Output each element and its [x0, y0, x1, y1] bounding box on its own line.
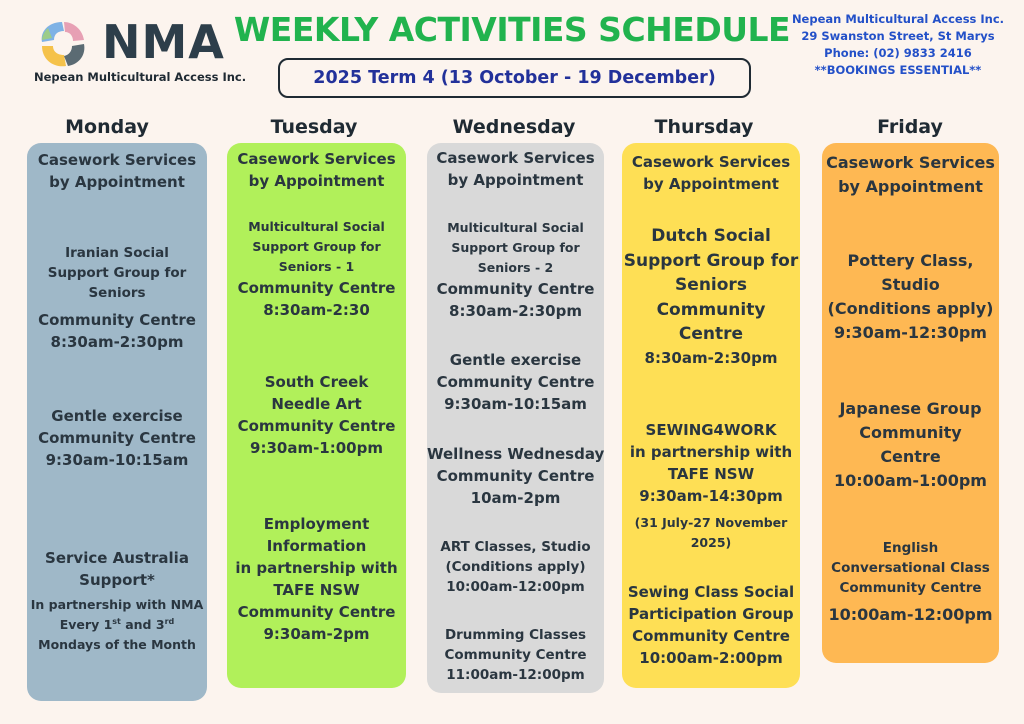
day-heading-tuesday: Tuesday [270, 116, 358, 138]
thursday-casework: Casework Services by Appointment [631, 153, 791, 193]
monday-service-details: In partnership with NMA Every 1st and 3rd Mondays of the Month [30, 597, 204, 652]
tuesday-casework: Casework Services by Appointment [237, 150, 396, 190]
day-heading-thursday: Thursday [654, 116, 754, 138]
thursday-dutch-time: 8:30am-2:30pm [644, 349, 778, 367]
contact-bookings: **BOOKINGS ESSENTIAL** [814, 63, 982, 77]
day-heading-friday: Friday [877, 116, 943, 138]
wednesday-wellness: Wellness Wednesday Community Centre 10am-2pm [427, 445, 605, 507]
friday-japanese: Japanese Group Community Centre 10:00am-1:00pm [834, 399, 987, 490]
friday-casework: Casework Services by Appointment [826, 153, 995, 196]
monday-column [27, 143, 207, 701]
wednesday-gentle-exercise: Gentle exercise Community Centre 9:30am-10:15am [436, 351, 595, 413]
tuesday-employment-info: Employment Information in partnership with TAFE NSW Community Centre 9:30am-2pm [235, 515, 398, 643]
tuesday-multicultural-venue: Community Centre 8:30am-2:30 [237, 279, 396, 319]
wednesday-column [427, 143, 604, 693]
wednesday-casework: Casework Services by Appointment [436, 149, 595, 189]
wednesday-art-classes: ART Classes, Studio (Conditions apply) 10:00am-12:00pm [440, 539, 591, 595]
term-banner: 2025 Term 4 (13 October - 19 December) [278, 58, 751, 98]
nma-logo [26, 14, 247, 86]
thursday-column [622, 143, 800, 688]
logo-org-name: Nepean Multicultural Access Inc. [34, 70, 247, 84]
logo-text: NMA [102, 15, 225, 69]
day-heading-monday: Monday [65, 116, 149, 138]
monday-service-australia: Service Australia Support* [45, 549, 189, 589]
contact-block [780, 11, 1016, 79]
monday-iranian-venue: Community Centre 8:30am-2:30pm [38, 311, 196, 351]
friday-column [822, 143, 999, 663]
tuesday-needle-art: South Creek Needle Art Community Centre 9:30am-1:00pm [237, 373, 396, 457]
monday-gentle-exercise: Gentle exercise Community Centre 9:30am-10:15am [38, 407, 196, 469]
wednesday-multicultural-venue: Community Centre 8:30am-2:30pm [436, 280, 595, 320]
thursday-sewing4work: SEWING4WORK in partnership with TAFE NSW 9:30am-14:30pm [629, 421, 793, 505]
wednesday-drumming: Drumming Classes Community Centre 11:00am-12:00pm [444, 627, 587, 683]
friday-pottery: Pottery Class, Studio (Conditions apply) 9:30am-12:30pm [827, 251, 994, 342]
tuesday-column [227, 143, 406, 688]
contact-name: Nepean Multicultural Access Inc. [791, 12, 1005, 26]
thursday-sewing-class: Sewing Class Social Participation Group Community Centre 10:00am-2:00pm [627, 583, 795, 667]
tuesday-multicultural-group: Multicultural Social Support Group for Seniors - 1 [248, 219, 385, 274]
page-title: WEEKLY ACTIVITIES SCHEDULE [233, 10, 791, 49]
monday-iranian-group: Iranian Social Support Group for Seniors [47, 245, 187, 301]
friday-english-time: 10:00am-12:00pm [828, 605, 993, 624]
contact-phone: Phone: (02) 9833 2416 [824, 46, 972, 60]
wednesday-multicultural-group: Multicultural Social Support Group for Seniors - 2 [447, 220, 584, 275]
thursday-dutch-group: Dutch Social Support Group for Seniors Community Centre [623, 226, 799, 344]
thursday-sewing4work-dates: (31 July-27 November 2025) [634, 515, 788, 550]
nma-logo-icon [34, 18, 90, 70]
contact-address: 29 Swanston Street, St Marys [801, 29, 995, 43]
day-heading-wednesday: Wednesday [452, 116, 576, 138]
monday-casework: Casework Services by Appointment [37, 151, 197, 191]
friday-english: English Conversational Class Community Centre [831, 540, 990, 596]
